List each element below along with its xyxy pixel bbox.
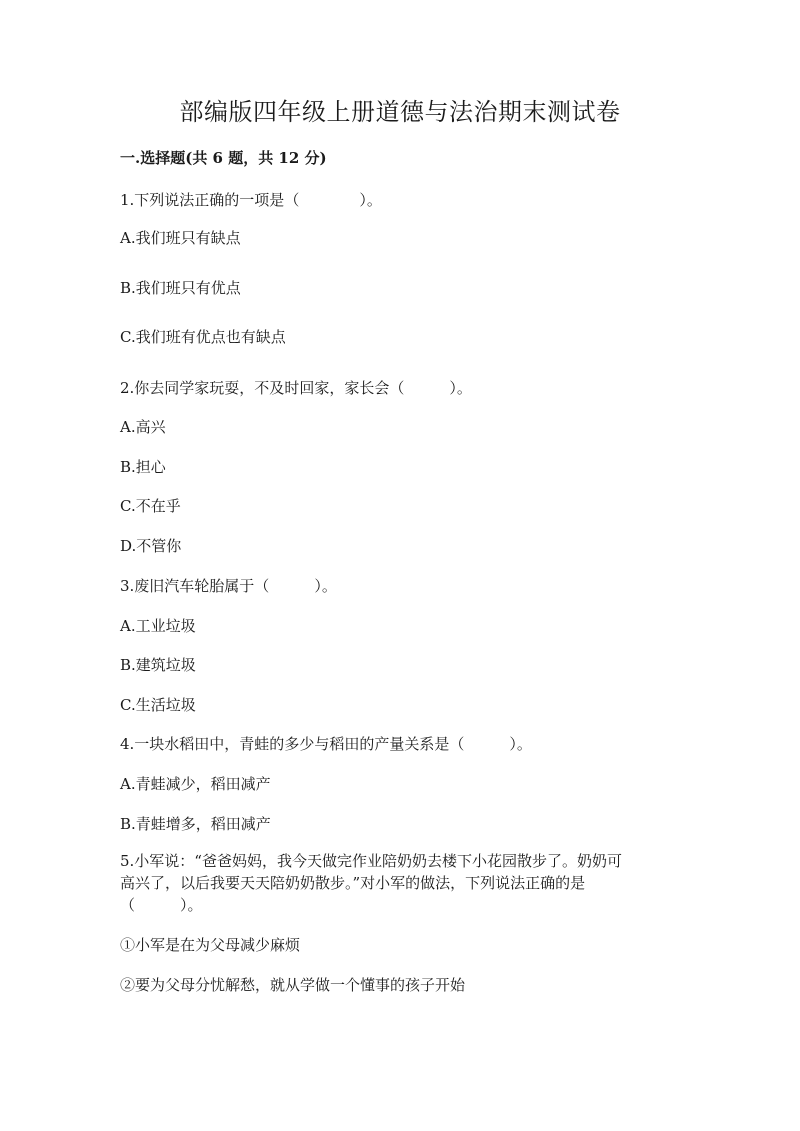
question-3-option-c: C.生活垃圾: [120, 696, 196, 714]
question-2-option-b: B.担心: [120, 458, 166, 476]
question-5-stem-line: （ ）。: [120, 896, 203, 914]
question-5-item-1: ①小军是在为父母减少麻烦: [120, 936, 301, 954]
question-2-option-a: A.高兴: [120, 418, 166, 436]
section-heading: 一.选择题(共 6 题，共 12 分): [120, 149, 327, 167]
question-1-option-a: A.我们班只有缺点: [120, 229, 241, 247]
question-4-option-b: B.青蛙增多，稻田减产: [120, 815, 271, 833]
question-5-stem-line: 高兴了，以后我要天天陪奶奶散步。”对小军的做法，下列说法正确的是: [120, 874, 586, 892]
question-1-option-c: C.我们班有优点也有缺点: [120, 328, 286, 346]
question-5-stem: [120, 850, 680, 916]
question-1-option-b: B.我们班只有优点: [120, 279, 241, 297]
question-2-option-d: D.不管你: [120, 537, 182, 555]
question-4-stem: 4.一块水稻田中，青蛙的多少与稻田的产量关系是（ ）。: [120, 735, 532, 753]
question-4-option-a: A.青蛙减少，稻田减产: [120, 775, 271, 793]
question-2-option-c: C.不在乎: [120, 497, 181, 515]
page-title: 部编版四年级上册道德与法治期末测试卷: [179, 98, 621, 126]
question-2-stem: 2.你去同学家玩耍，不及时回家，家长会（ ）。: [120, 379, 472, 397]
question-3-option-a: A.工业垃圾: [120, 617, 196, 635]
question-5-item-2: ②要为父母分忧解愁，就从学做一个懂事的孩子开始: [120, 976, 466, 994]
question-3-option-b: B.建筑垃圾: [120, 656, 196, 674]
question-5-stem-line: 5.小军说：“爸爸妈妈，我今天做完作业陪奶奶去楼下小花园散步了。奶奶可: [120, 852, 622, 870]
question-3-stem: 3.废旧汽车轮胎属于（ ）。: [120, 577, 337, 595]
question-1-stem: 1.下列说法正确的一项是（ ）。: [120, 191, 382, 209]
